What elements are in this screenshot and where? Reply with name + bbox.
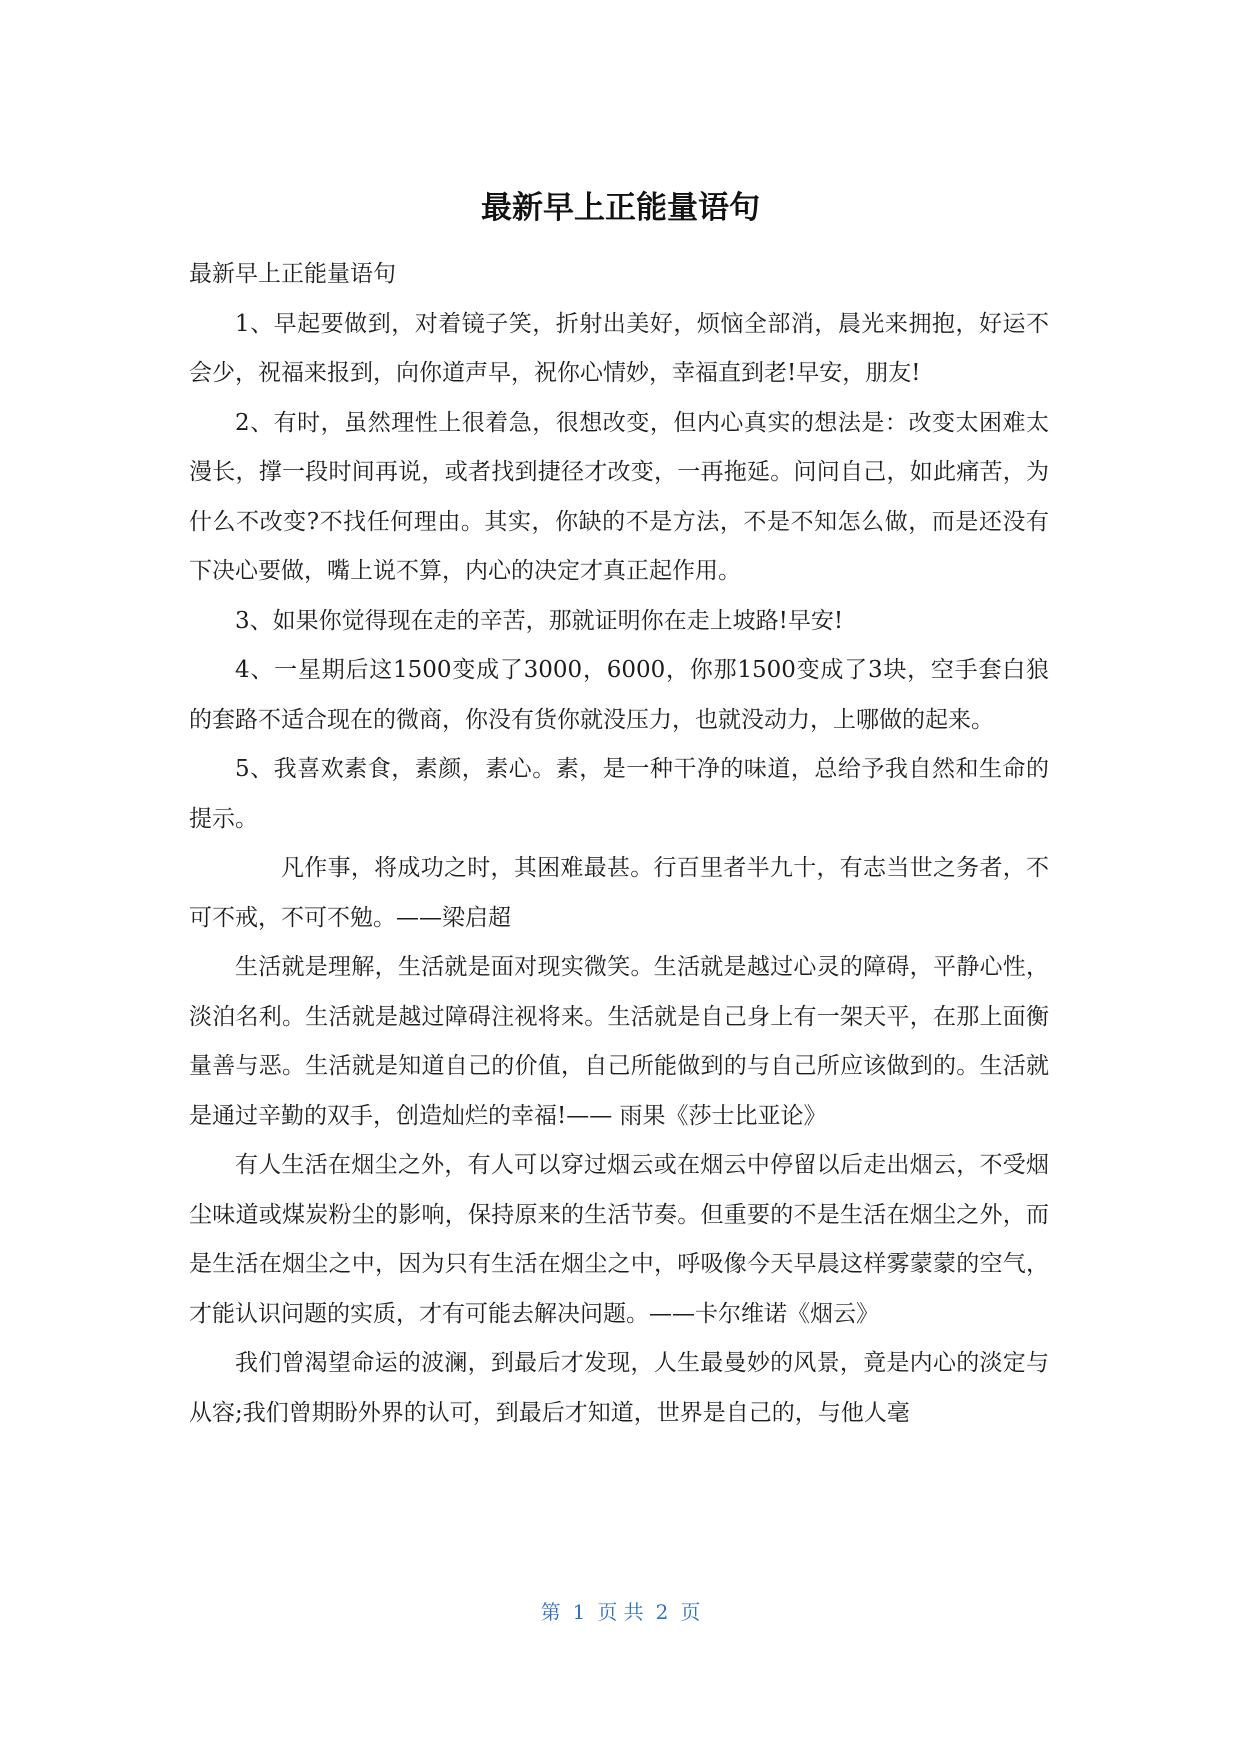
page-label-middle: 页 共 — [597, 1600, 644, 1624]
paragraph-item-5: 5、我喜欢素食，素颜，素心。素，是一种干净的味道，总给予我自然和生命的提示。 — [189, 756, 1049, 832]
page-label-suffix: 页 — [680, 1600, 701, 1624]
paragraph-item-2: 2、有时，虽然理性上很着急，很想改变，但内心真实的想法是：改变太困难太漫长，撑一段时间再说，或者找到捷径才改变，一再拖延。问问自己，如此痛苦，为什么不改变?不找任何理由。其实，你缺的不是方法，不是不知怎么做，而是还没有下决心要做，嘴上说不算，内心的决定才真正起作用。 — [189, 409, 1049, 584]
paragraph-item-3: 3、如果你觉得现在走的辛苦，那就证明你在走上坡路!早安! — [235, 607, 844, 634]
total-page-number: 2 — [655, 1600, 669, 1624]
current-page-number: 1 — [572, 1600, 586, 1624]
paragraph-item-4: 4、一星期后这1500变成了3000，6000，你那1500变成了3块，空手套白狼的套路不适合现在的微商，你没有货你就没压力，也就没动力，上哪做的起来。 — [189, 657, 1049, 733]
paragraph-item-1: 1、早起要做到，对着镜子笑，折射出美好，烦恼全部消，晨光来拥抱，好运不会少，祝福来报到，向你道声早，祝你心情妙，幸福直到老!早安，朋友! — [189, 310, 1049, 386]
page-label-prefix: 第 — [540, 1600, 561, 1624]
paragraph-quote-liang: 凡作事，将成功之时，其困难最甚。行百里者半九十，有志当世之务者，不可不戒，不可不勉。——梁启超 — [189, 855, 1049, 931]
paragraph-quote-hugo: 生活就是理解，生活就是面对现实微笑。生活就是越过心灵的障碍，平静心性，淡泊名利。生活就是越过障碍注视将来。生活就是自己身上有一架天平，在那上面衡量善与恶。生活就是知道自己的价值，自己所能做到的与自己所应该做到的。生活就是通过辛勤的双手，创造灿烂的幸福!—— 雨果《莎士比亚论》 — [189, 954, 1049, 1129]
paragraph-quote-calvino: 有人生活在烟尘之外，有人可以穿过烟云或在烟云中停留以后走出烟云，不受烟尘味道或煤炭粉尘的影响，保持原来的生活节奏。但重要的不是生活在烟尘之外，而是生活在烟尘之中，因为只有生活在烟尘之中，呼吸像今天早晨这样雾蒙蒙的空气，才能认识问题的实质，才有可能去解决问题。——卡尔维诺《烟云》 — [189, 1152, 1049, 1327]
paragraph-closing: 我们曾渴望命运的波澜，到最后才发现，人生最曼妙的风景，竟是内心的淡定与从容;我们曾期盼外界的认可，到最后才知道，世界是自己的，与他人毫 — [189, 1350, 1049, 1426]
document-title: 最新早上正能量语句 — [481, 190, 760, 226]
paragraph-subtitle: 最新早上正能量语句 — [189, 261, 396, 287]
page-footer — [0, 1598, 1241, 1626]
document-body — [189, 250, 1049, 1438]
